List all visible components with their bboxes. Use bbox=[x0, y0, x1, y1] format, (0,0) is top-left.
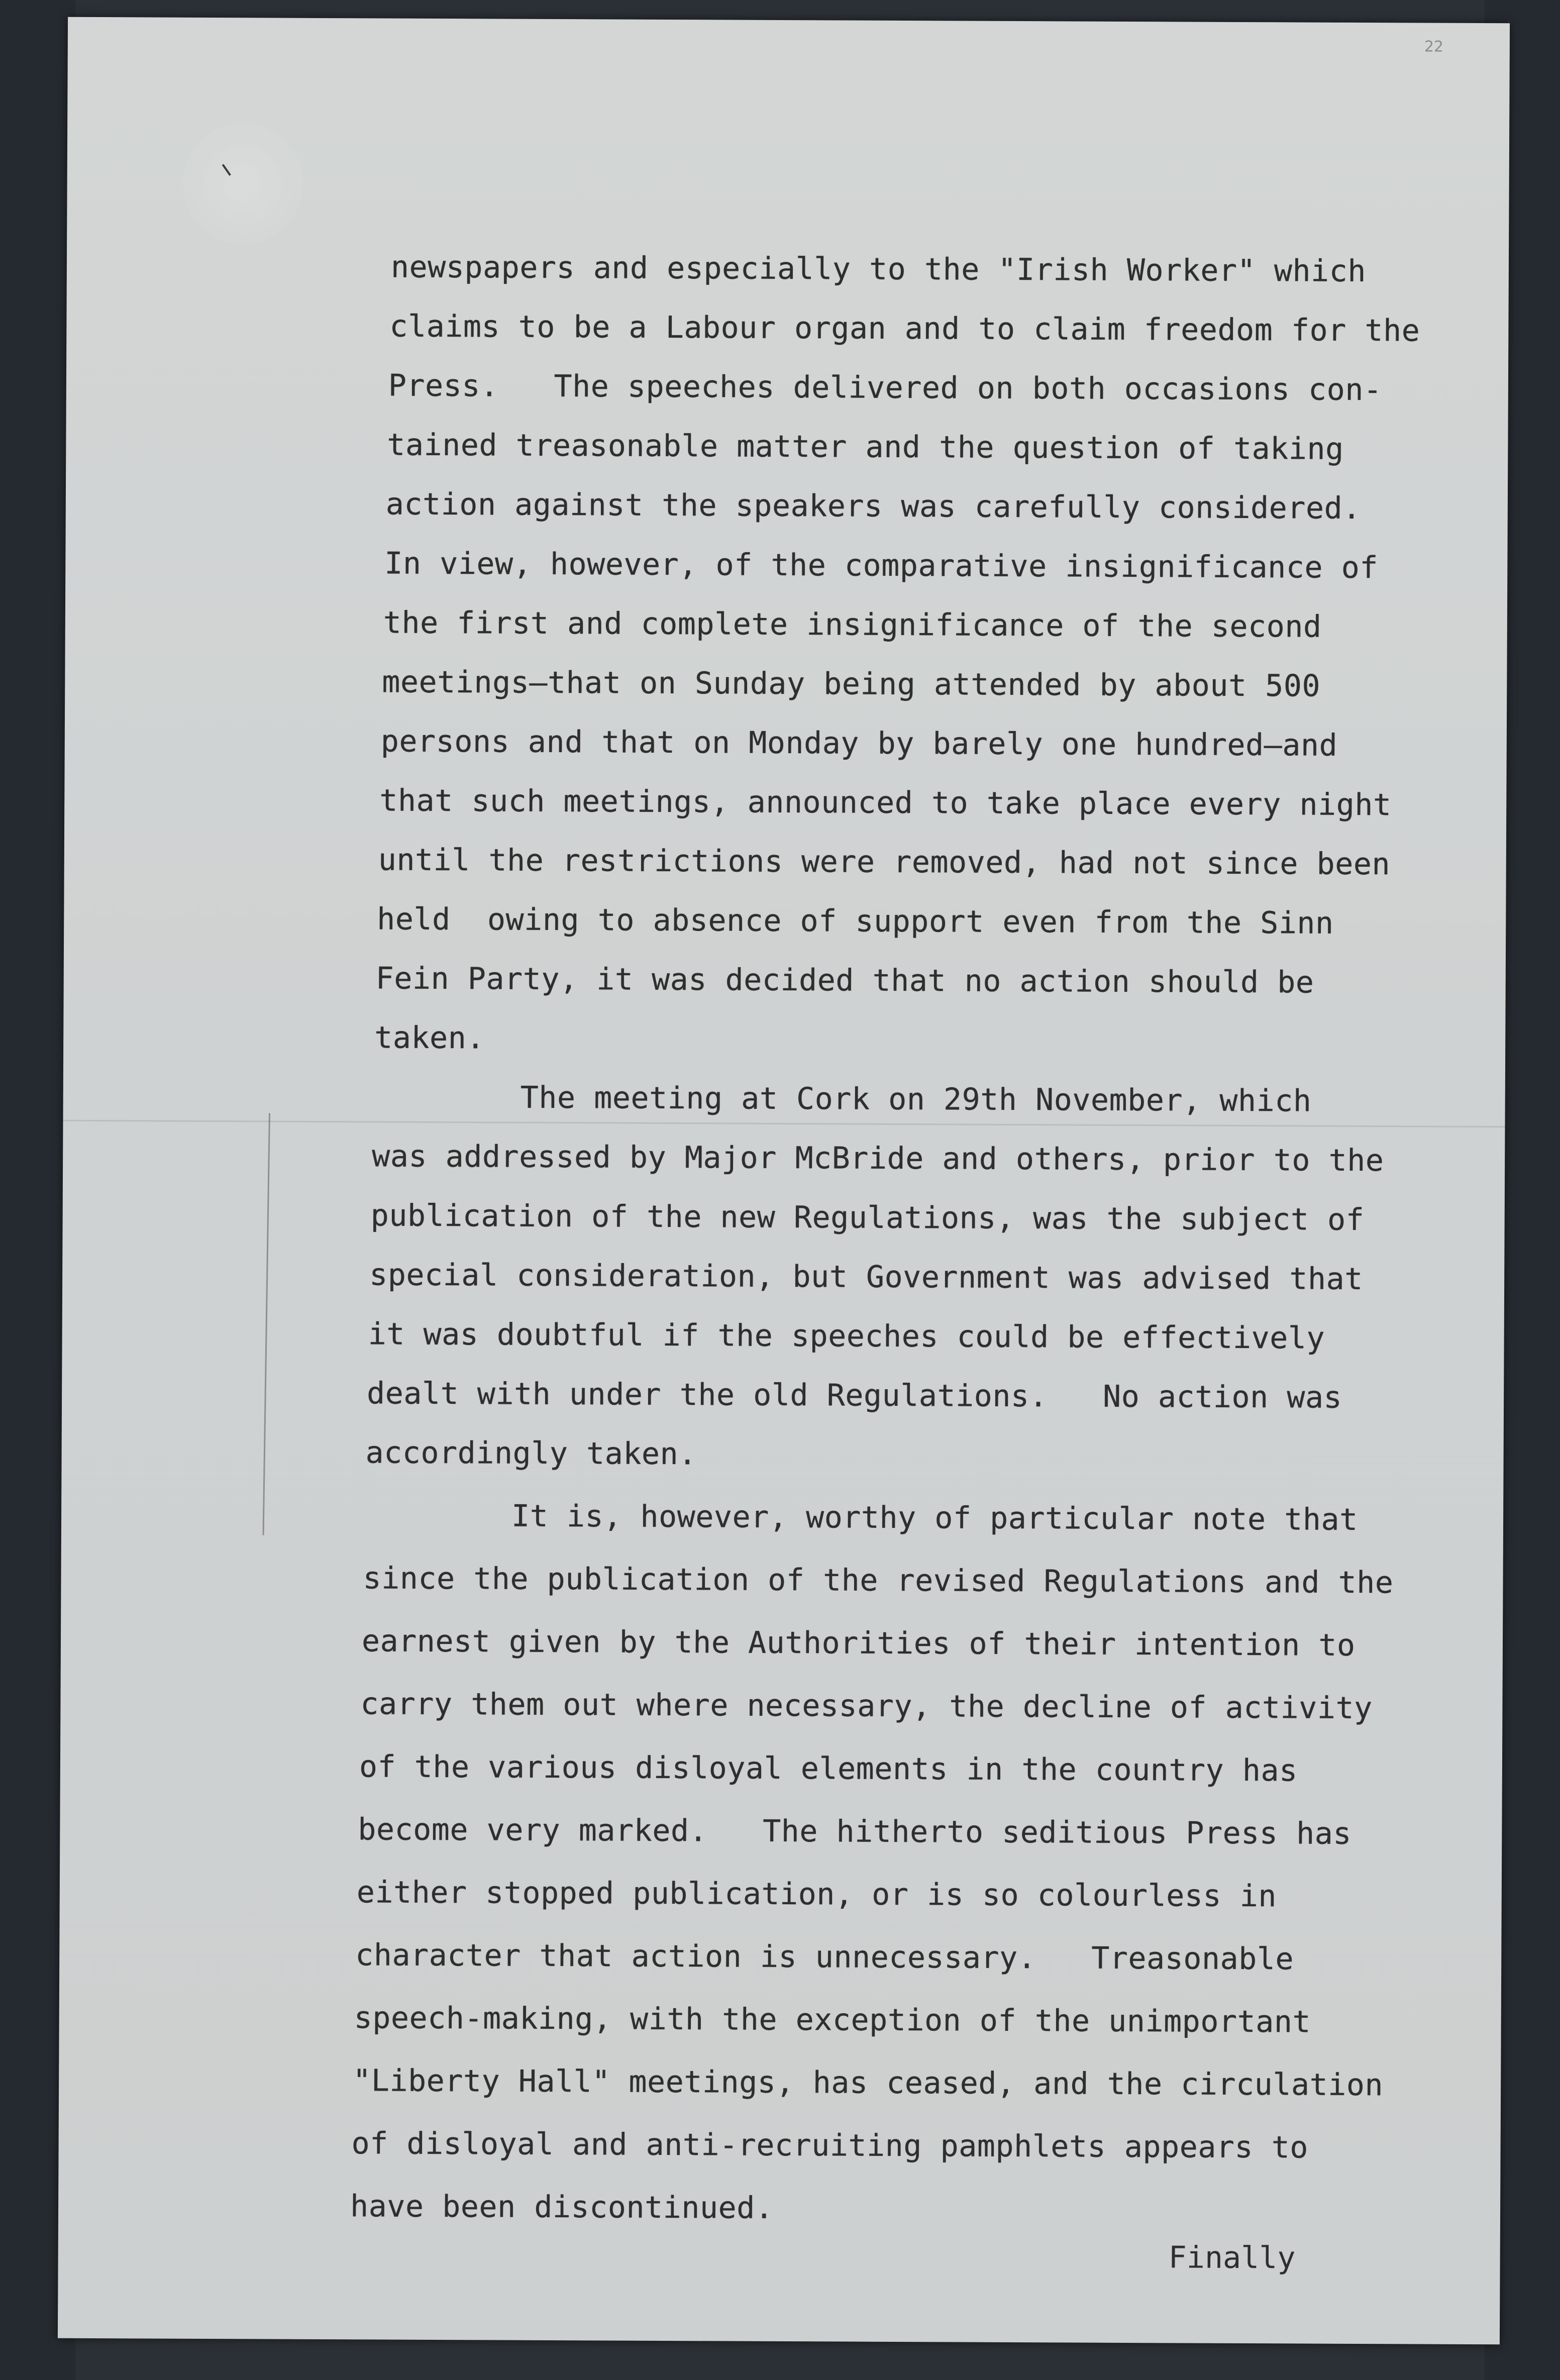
text-line: taken. bbox=[374, 1020, 485, 1056]
margin-pencil-line bbox=[263, 1113, 270, 1535]
text-line: claims to be a Labour organ and to claim freedom for the bbox=[389, 308, 1420, 349]
text-line: character that action is unnecessary. Treasonable bbox=[355, 1937, 1294, 1977]
text-line: The meeting at Cork on 29th November, which bbox=[373, 1079, 1312, 1119]
text-line: speech-making, with the exception of the unimportant bbox=[354, 2000, 1311, 2040]
text-line: that such meetings, announced to take place every night bbox=[379, 783, 1392, 823]
catchword: Finally bbox=[1168, 2240, 1296, 2276]
text-line: since the publication of the revised Regulations and the bbox=[363, 1561, 1394, 1601]
text-line: the first and complete insignificance of the second bbox=[383, 605, 1322, 645]
text-line: newspapers and especially to the "Irish Worker" which bbox=[390, 249, 1367, 289]
text-line: it was doubtful if the speeches could be effectively bbox=[368, 1316, 1325, 1356]
text-line: either stopped publication, or is so colourless in bbox=[356, 1875, 1277, 1914]
typed-page bbox=[58, 17, 1510, 2344]
text-line: In view, however, of the comparative insignificance of bbox=[384, 546, 1379, 586]
text-line: meetings—that on Sunday being attended by about 500 bbox=[382, 664, 1321, 704]
embossed-seal bbox=[182, 123, 303, 244]
folio-number: 22 bbox=[1424, 38, 1444, 56]
text-line: of the various disloyal elements in the country has bbox=[359, 1749, 1298, 1789]
text-line: dealt with under the old Regulations. No action was bbox=[366, 1376, 1342, 1415]
paper-fold bbox=[63, 1120, 1505, 1128]
text-line: persons and that on Monday by barely one hundred—and bbox=[380, 723, 1338, 763]
text-line: Fein Party, it was decided that no action should be bbox=[375, 961, 1314, 1000]
text-line: have been discontinued. bbox=[350, 2189, 774, 2226]
text-line: publication of the new Regulations, was the subject of bbox=[370, 1198, 1365, 1238]
text-line: special consideration, but Government was advised that bbox=[369, 1257, 1363, 1297]
text-line: action against the speakers was carefully considered. bbox=[385, 486, 1362, 526]
text-line: Press. The speeches delivered on both occasions con- bbox=[388, 368, 1382, 408]
text-line: It is, however, worthy of particular note that bbox=[364, 1498, 1358, 1537]
text-line: was addressed by Major McBride and others, prior to the bbox=[372, 1139, 1384, 1179]
text-line: become very marked. The hitherto seditious Press has bbox=[358, 1812, 1352, 1851]
text-line: accordingly taken. bbox=[365, 1435, 697, 1472]
text-line: held owing to absence of support even from the Sinn bbox=[377, 901, 1334, 941]
text-line: of disloyal and anti-recruiting pamphlets appears to bbox=[351, 2126, 1309, 2165]
text-line: earnest given by the Authorities of their intention to bbox=[361, 1623, 1356, 1663]
text-line: tained treasonable matter and the question of taking bbox=[387, 427, 1344, 467]
text-line: until the restrictions were removed, had not since been bbox=[378, 842, 1391, 882]
text-line: carry them out where necessary, the decline of activity bbox=[360, 1686, 1373, 1726]
text-line: "Liberty Hall" meetings, has ceased, and the circulation bbox=[353, 2063, 1384, 2103]
